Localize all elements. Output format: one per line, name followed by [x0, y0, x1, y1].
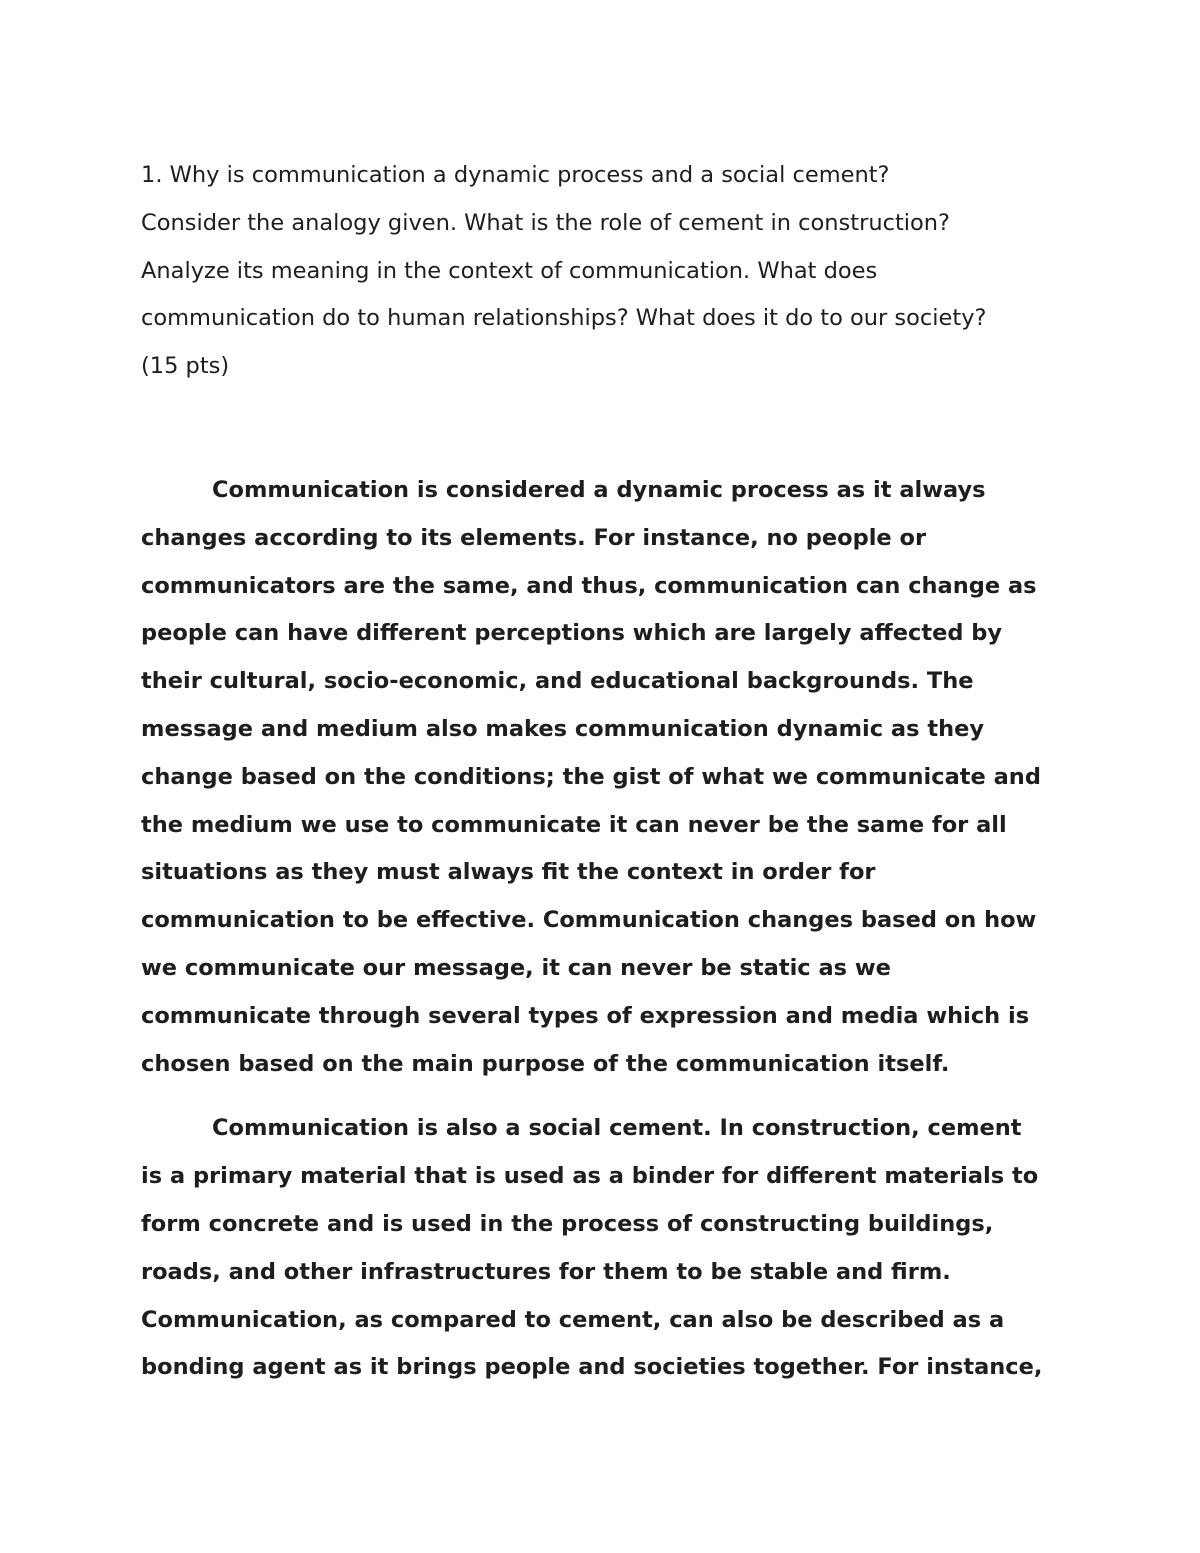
answer-paragraph-1: Communication is considered a dynamic process as it always changes according to its elements. For instance, no people or communicators are the same, and thus, communication can change as people can have different perceptions which are largely affected by their cultural, socio-economic, and educational backgrounds. The message and medium also makes communication dynamic as they change based on the conditions; the gist of what we communicate and the medium we use to communicate it can never be the same for all situations as they must always fit the context in order for communication to be effective. Communication changes based on how we communicate our message, it can never be static as we communicate through several types of expression and media which is chosen based on the main purpose of the communication itself. — [141, 477, 1041, 1077]
answer-paragraph-2: Communication is also a social cement. In construction, cement is a primary material that is used as a binder for different materials to form concrete and is used in the process of constructing buildings, roads, and other infrastructures for them to be stable and firm. Communication, as compared to cement, can also be described as a bonding agent as it brings people and societies together. For instance, — [141, 1115, 1043, 1381]
answer-body — [141, 467, 1081, 1409]
question-text: 1. Why is communication a dynamic process and a social cement? Consider the analogy given. What is the role of cement in construction? Analyze its meaning in the context of communication. What does communication do to human relationships? What does it do to our society? (15 pts) — [141, 162, 987, 380]
